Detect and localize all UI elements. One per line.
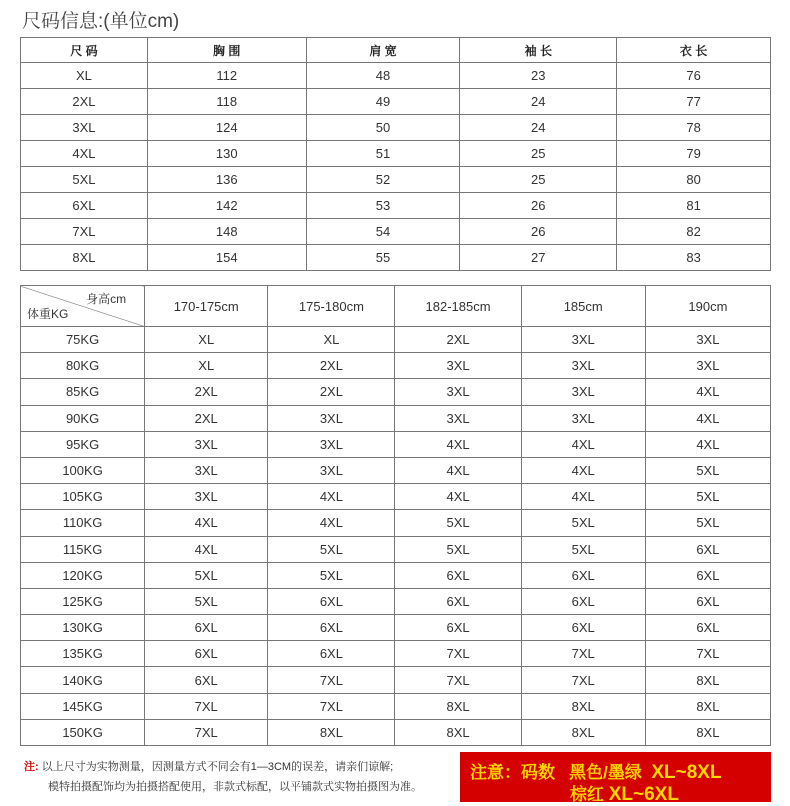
size-table-cell: 130: [147, 141, 306, 167]
size-measurement-table: [20, 37, 771, 271]
recommendation-row: [21, 615, 771, 641]
size-table-cell: 79: [617, 141, 771, 167]
recommended-size-cell: 7XL: [395, 667, 521, 693]
recommended-size-cell: 5XL: [645, 457, 770, 483]
recommended-size-cell: 6XL: [395, 562, 521, 588]
recommended-size-cell: 3XL: [521, 353, 645, 379]
recommended-size-cell: 8XL: [645, 719, 770, 745]
size-table-cell: 6XL: [21, 193, 148, 219]
recommended-size-cell: 7XL: [521, 641, 645, 667]
recommended-size-cell: 2XL: [395, 327, 521, 353]
weight-cell: 150KG: [21, 719, 145, 745]
recommended-size-cell: XL: [145, 353, 268, 379]
height-header-cell: 185cm: [521, 286, 645, 327]
size-table-header-cell: 胸 围: [147, 38, 306, 63]
recommendation-row: [21, 327, 771, 353]
recommended-size-cell: 4XL: [645, 431, 770, 457]
weight-cell: 130KG: [21, 615, 145, 641]
recommended-size-cell: 3XL: [268, 457, 395, 483]
recommended-size-cell: 8XL: [395, 719, 521, 745]
size-table-cell: 4XL: [21, 141, 148, 167]
recommended-size-cell: 3XL: [395, 379, 521, 405]
recommended-size-cell: 4XL: [145, 536, 268, 562]
weight-cell: 140KG: [21, 667, 145, 693]
size-table-header-cell: 衣 长: [617, 38, 771, 63]
recommended-size-cell: 6XL: [521, 615, 645, 641]
recommendation-row: [21, 719, 771, 745]
recommended-size-cell: 4XL: [268, 510, 395, 536]
recommended-size-cell: 8XL: [268, 719, 395, 745]
recommendation-row: [21, 379, 771, 405]
weight-cell: 145KG: [21, 693, 145, 719]
notice-colors-1: 黑色/墨绿: [569, 763, 642, 782]
recommended-size-cell: 8XL: [645, 693, 770, 719]
recommended-size-cell: 6XL: [145, 615, 268, 641]
recommended-size-cell: 4XL: [395, 431, 521, 457]
recommended-size-cell: 7XL: [268, 667, 395, 693]
recommended-size-cell: 4XL: [521, 484, 645, 510]
recommended-size-cell: 7XL: [145, 719, 268, 745]
recommended-size-cell: 5XL: [395, 510, 521, 536]
recommendation-row: [21, 353, 771, 379]
size-table-cell: 78: [617, 115, 771, 141]
weight-cell: 115KG: [21, 536, 145, 562]
recommended-size-cell: 5XL: [268, 562, 395, 588]
weight-cell: 95KG: [21, 431, 145, 457]
weight-cell: 80KG: [21, 353, 145, 379]
recommended-size-cell: 3XL: [395, 353, 521, 379]
size-notice-banner: [460, 752, 771, 805]
recommended-size-cell: 6XL: [521, 562, 645, 588]
recommendation-row: [21, 457, 771, 483]
size-table-cell: 55: [306, 245, 460, 271]
recommended-size-cell: 6XL: [645, 588, 770, 614]
recommendation-row: [21, 510, 771, 536]
recommended-size-cell: 4XL: [395, 484, 521, 510]
weight-cell: 125KG: [21, 588, 145, 614]
size-table-row: [21, 167, 771, 193]
recommended-size-cell: 4XL: [145, 510, 268, 536]
recommended-size-cell: 6XL: [145, 667, 268, 693]
recommendation-row: [21, 667, 771, 693]
size-table-cell: 52: [306, 167, 460, 193]
size-table-cell: 136: [147, 167, 306, 193]
recommendation-row: [21, 484, 771, 510]
recommended-size-cell: 4XL: [268, 484, 395, 510]
size-table-cell: 118: [147, 89, 306, 115]
recommended-size-cell: 3XL: [521, 327, 645, 353]
size-table-cell: 24: [460, 115, 617, 141]
recommended-size-cell: 4XL: [645, 379, 770, 405]
recommended-size-cell: 6XL: [645, 615, 770, 641]
page-title: 尺码信息:(单位cm): [22, 11, 180, 32]
recommended-size-cell: 7XL: [395, 641, 521, 667]
recommendation-row: [21, 405, 771, 431]
size-table-cell: 142: [147, 193, 306, 219]
size-table-cell: 23: [460, 63, 617, 89]
height-header-cell: 170-175cm: [145, 286, 268, 327]
size-table-cell: 76: [617, 63, 771, 89]
size-table-cell: 50: [306, 115, 460, 141]
recommended-size-cell: XL: [145, 327, 268, 353]
recommended-size-cell: 7XL: [145, 693, 268, 719]
size-table-cell: 26: [460, 219, 617, 245]
recommended-size-cell: 4XL: [645, 405, 770, 431]
weight-cell: 75KG: [21, 327, 145, 353]
size-table-cell: XL: [21, 63, 148, 89]
size-table-header-cell: 袖 长: [460, 38, 617, 63]
size-table-cell: 82: [617, 219, 771, 245]
recommended-size-cell: 5XL: [145, 562, 268, 588]
recommended-size-cell: 3XL: [145, 431, 268, 457]
size-table-cell: 54: [306, 219, 460, 245]
weight-cell: 110KG: [21, 510, 145, 536]
recommended-size-cell: 5XL: [521, 510, 645, 536]
weight-axis-label: 体重KG: [27, 307, 69, 321]
size-table-cell: 27: [460, 245, 617, 271]
recommended-size-cell: 7XL: [521, 667, 645, 693]
recommended-size-cell: 5XL: [268, 536, 395, 562]
weight-cell: 120KG: [21, 562, 145, 588]
recommended-size-cell: 5XL: [645, 510, 770, 536]
size-table-cell: 81: [617, 193, 771, 219]
recommended-size-cell: 7XL: [268, 693, 395, 719]
recommendation-row: [21, 693, 771, 719]
size-table-row: [21, 219, 771, 245]
weight-cell: 90KG: [21, 405, 145, 431]
recommended-size-cell: 4XL: [521, 431, 645, 457]
notice-colors-2: 棕红: [570, 785, 604, 804]
recommended-size-cell: 3XL: [268, 405, 395, 431]
recommended-size-cell: 3XL: [521, 405, 645, 431]
size-table-row: [21, 193, 771, 219]
recommended-size-cell: 2XL: [268, 353, 395, 379]
recommended-size-cell: 3XL: [145, 457, 268, 483]
size-table-row: [21, 141, 771, 167]
size-table-cell: 8XL: [21, 245, 148, 271]
recommended-size-cell: 2XL: [145, 379, 268, 405]
size-table-header-cell: 尺 码: [21, 38, 148, 63]
recommended-size-cell: 5XL: [145, 588, 268, 614]
weight-cell: 105KG: [21, 484, 145, 510]
measurement-note: [24, 757, 422, 797]
size-table-header-row: [21, 38, 771, 63]
size-table-row: [21, 245, 771, 271]
recommended-size-cell: 6XL: [521, 588, 645, 614]
recommended-size-cell: 6XL: [268, 588, 395, 614]
recommendation-row: [21, 641, 771, 667]
recommended-size-cell: 5XL: [395, 536, 521, 562]
recommended-size-cell: 3XL: [268, 431, 395, 457]
notice-prefix: 注意：码数: [470, 763, 555, 782]
recommendation-row: [21, 588, 771, 614]
recommended-size-cell: 3XL: [645, 327, 770, 353]
size-table-cell: 7XL: [21, 219, 148, 245]
note-line-1: 以上尺寸为实物测量，因测量方式不同会有1—3CM的误差，请亲们谅解;: [41, 761, 394, 773]
recommended-size-cell: XL: [268, 327, 395, 353]
recommendation-row: [21, 562, 771, 588]
note-label: 注:: [24, 761, 39, 773]
size-table-cell: 25: [460, 141, 617, 167]
size-table-cell: 49: [306, 89, 460, 115]
height-header-cell: 182-185cm: [395, 286, 521, 327]
note-line-2: 模特拍摄配饰均为拍摄搭配使用，非款式标配，以平铺款式实物拍摄图为准。: [48, 781, 422, 793]
recommendation-row: [21, 431, 771, 457]
height-header-cell: 190cm: [645, 286, 770, 327]
size-table-cell: 51: [306, 141, 460, 167]
recommended-size-cell: 6XL: [645, 562, 770, 588]
size-table-cell: 80: [617, 167, 771, 193]
size-table-cell: 77: [617, 89, 771, 115]
weight-cell: 100KG: [21, 457, 145, 483]
recommended-size-cell: 6XL: [395, 588, 521, 614]
size-table-cell: 53: [306, 193, 460, 219]
size-table-header-cell: 肩 宽: [306, 38, 460, 63]
recommended-size-cell: 8XL: [521, 693, 645, 719]
size-table-cell: 124: [147, 115, 306, 141]
recommended-size-cell: 8XL: [645, 667, 770, 693]
recommended-size-cell: 6XL: [145, 641, 268, 667]
size-recommendation-table: [20, 285, 771, 746]
recommended-size-cell: 3XL: [145, 484, 268, 510]
recommendation-row: [21, 536, 771, 562]
recommended-size-cell: 8XL: [395, 693, 521, 719]
recommended-size-cell: 2XL: [145, 405, 268, 431]
size-table-cell: 5XL: [21, 167, 148, 193]
notice-range-1: XL~8XL: [651, 762, 722, 783]
size-table-row: [21, 115, 771, 141]
recommended-size-cell: 3XL: [645, 353, 770, 379]
size-table-cell: 2XL: [21, 89, 148, 115]
size-table-cell: 26: [460, 193, 617, 219]
recommended-size-cell: 6XL: [395, 615, 521, 641]
size-table-cell: 83: [617, 245, 771, 271]
size-table-cell: 154: [147, 245, 306, 271]
recommended-size-cell: 3XL: [395, 405, 521, 431]
size-table-cell: 148: [147, 219, 306, 245]
corner-cell: [21, 286, 145, 327]
recommended-size-cell: 4XL: [521, 457, 645, 483]
size-table-cell: 24: [460, 89, 617, 115]
size-table-cell: 112: [147, 63, 306, 89]
height-axis-label: 身高cm: [86, 292, 127, 306]
weight-cell: 85KG: [21, 379, 145, 405]
recommended-size-cell: 4XL: [395, 457, 521, 483]
recommended-size-cell: 3XL: [521, 379, 645, 405]
recommendation-header-row: [21, 286, 771, 327]
size-table-cell: 3XL: [21, 115, 148, 141]
notice-range-2: XL~6XL: [608, 784, 679, 805]
recommended-size-cell: 5XL: [645, 484, 770, 510]
recommended-size-cell: 6XL: [645, 536, 770, 562]
recommended-size-cell: 2XL: [268, 379, 395, 405]
size-table-row: [21, 63, 771, 89]
weight-cell: 135KG: [21, 641, 145, 667]
height-header-cell: 175-180cm: [268, 286, 395, 327]
size-table-cell: 25: [460, 167, 617, 193]
recommended-size-cell: 8XL: [521, 719, 645, 745]
recommended-size-cell: 5XL: [521, 536, 645, 562]
recommended-size-cell: 7XL: [645, 641, 770, 667]
size-table-row: [21, 89, 771, 115]
recommended-size-cell: 6XL: [268, 615, 395, 641]
size-table-cell: 48: [306, 63, 460, 89]
recommended-size-cell: 6XL: [268, 641, 395, 667]
